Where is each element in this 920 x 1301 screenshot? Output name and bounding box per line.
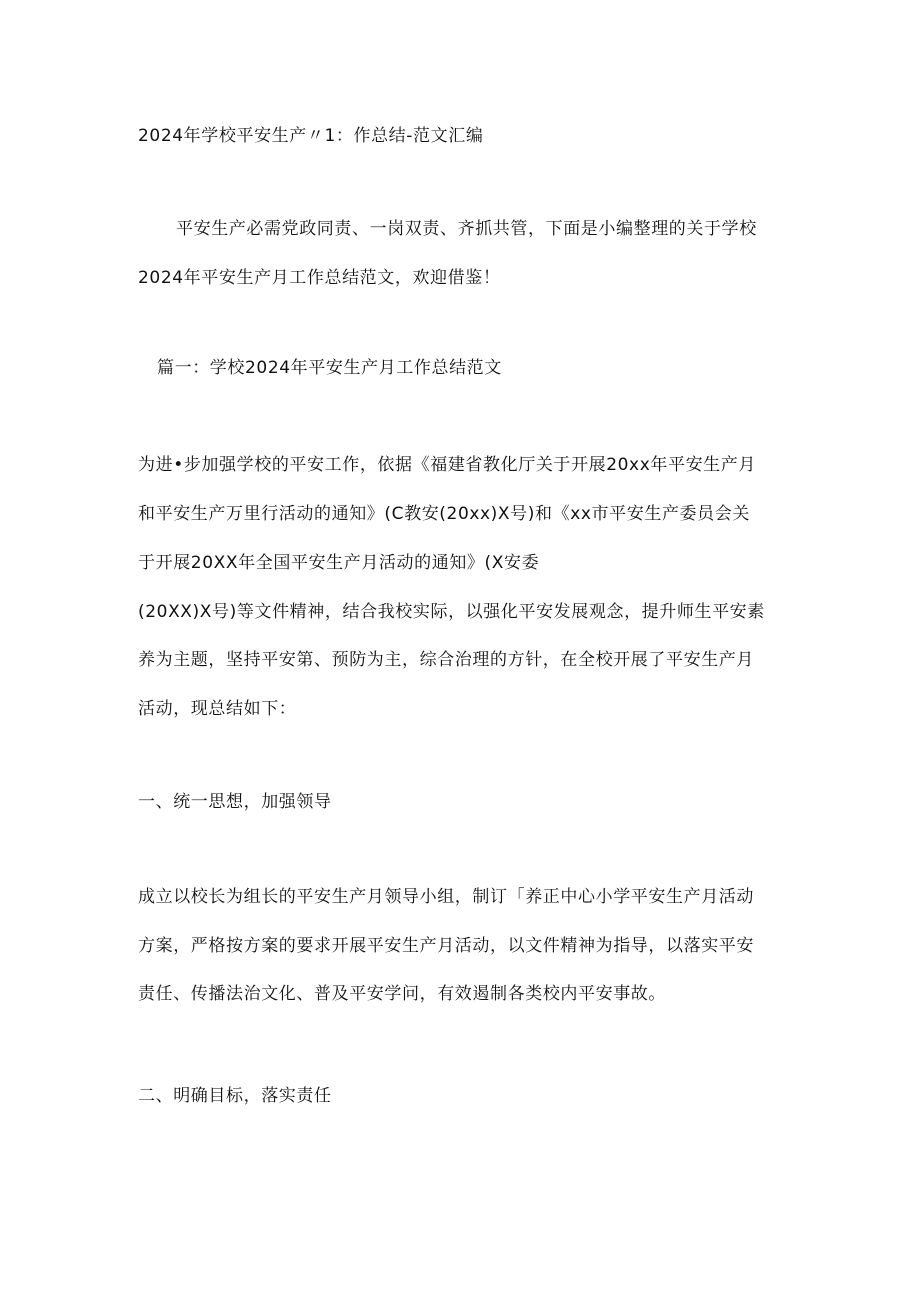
section-heading: 一、统一思想，加强领导 bbox=[138, 792, 332, 812]
paragraph-line: 方案，严格按方案的要求开展平安生产月活动，以文件精神为指导，以落实平安 bbox=[138, 936, 754, 956]
paragraph-line: 于开展20XX年全国平安生产月活动的通知》(X安委 bbox=[138, 553, 540, 573]
section-heading: 二、明确目标，落实责任 bbox=[138, 1086, 332, 1106]
document-title: 2024年学校平安生产〃1：作总结-范文汇编 bbox=[138, 126, 484, 146]
paragraph-line: 活动，现总结如下： bbox=[138, 699, 297, 719]
paragraph-line: 养为主题，坚持平安第、预防为主，综合治理的方针，在全校开展了平安生产月 bbox=[138, 650, 754, 670]
intro-line: 2024年平安生产月工作总结范文，欢迎借鉴！ bbox=[138, 268, 501, 288]
paragraph-line: 为进•步加强学校的平安工作，依据《福建省教化厅关于开展20xx年平安生产月 bbox=[138, 455, 756, 475]
paragraph-line: 和平安生产万里行活动的通知》(C教安(20xx)X号)和《xx市平安生产委员会关 bbox=[138, 504, 750, 524]
intro-line: 平安生产必需党政同责、一岗双责、齐抓共管，下面是小编整理的关于学校 bbox=[176, 219, 757, 239]
paragraph-line: 责任、传播法治文化、普及平安学问，有效遏制各类校内平安事故。 bbox=[138, 984, 666, 1004]
article-heading: 篇一：学校2024年平安生产月工作总结范文 bbox=[157, 358, 502, 378]
paragraph-line: (20XX)X号)等文件精神，结合我校实际，以强化平安发展观念，提升师生平安素 bbox=[138, 602, 765, 622]
paragraph-line: 成立以校长为组长的平安生产月领导小组，制订「养正中心小学平安生产月活动 bbox=[138, 887, 754, 907]
